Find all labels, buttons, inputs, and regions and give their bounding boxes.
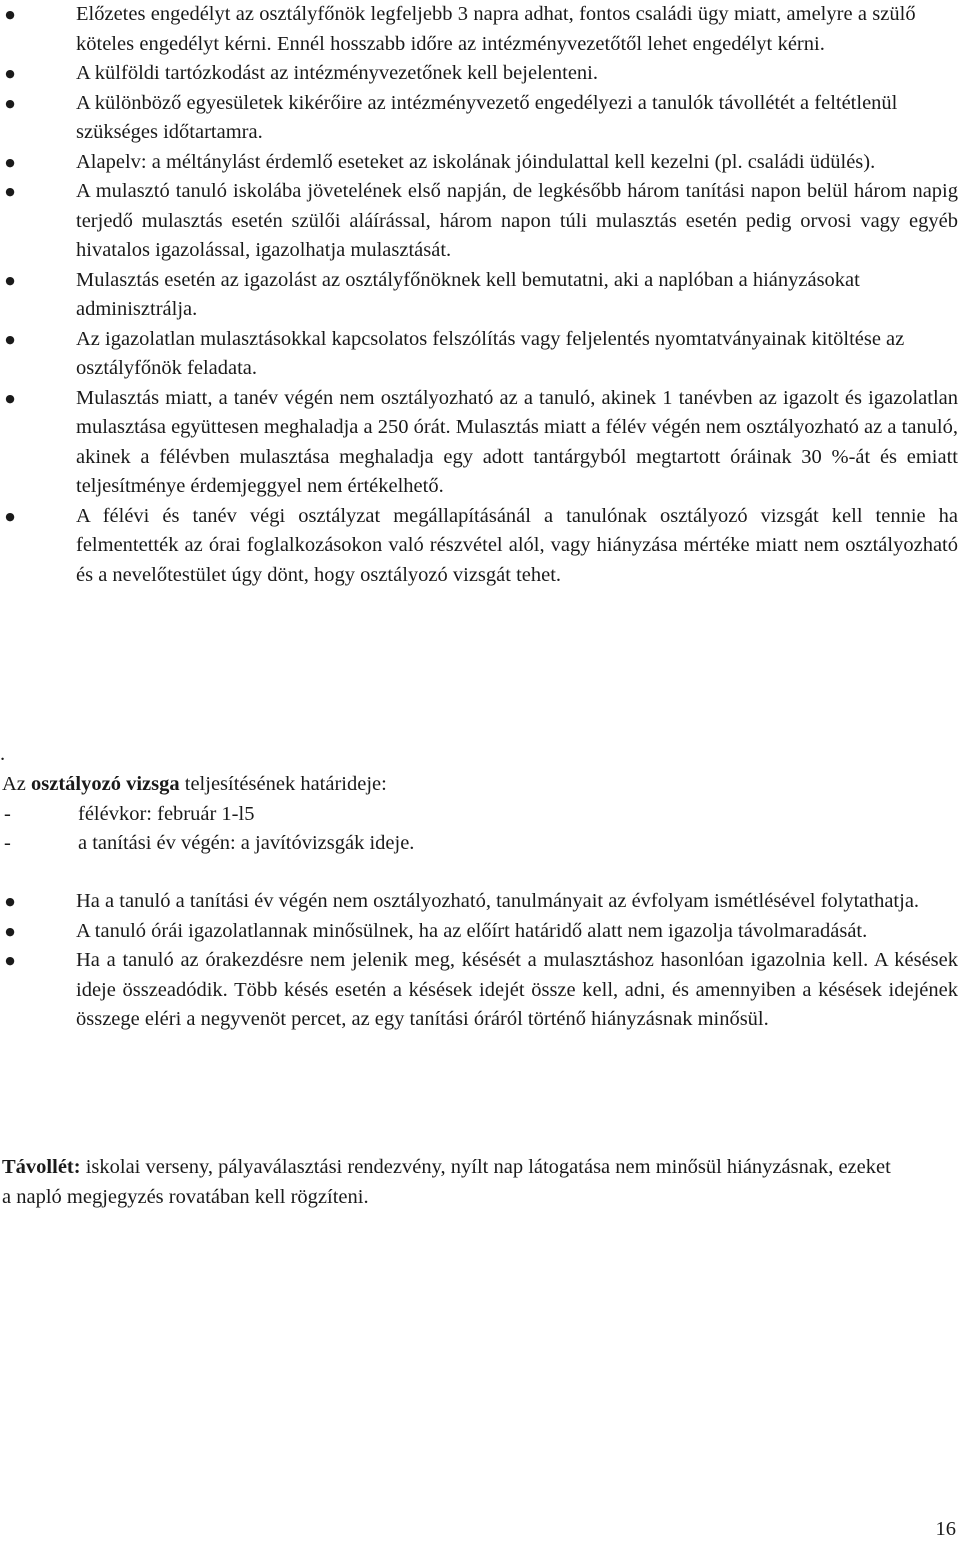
bullet-icon: ● [5, 273, 15, 287]
list-item [0, 59, 958, 89]
list-item-text: Mulasztás miatt, a tanév végén nem osztályozható az a tanuló, akinek 1 tanévben az igazolt és igazolatlan mulasztása együttesen meghaladja a 250 órát. Mulasztás miatt a félév végén nem osztályozható az a tanuló, akinek a félévben mulasztása meghaladja egy adott tantárgyból megtartott óráinak 30 %-át és emiatt teljesítménye érdemjeggyel nem értékelhető. [76, 386, 958, 497]
list-item-text: Ha a tanuló a tanítási év végén nem osztályozható, tanulmányait az évfolyam ismétlésével folytathatja. [76, 890, 920, 912]
list-item-text: A félévi és tanév végi osztályzat megállapításánál a tanulónak osztályozó vizsgát kell tennie ha felmentették az órai foglalkozásokon való részvétel alól, vagy hiányzása mértéke miatt nem osztályozható és a nevelőtestület úgy dönt, hogy osztályozó vizsgát tehet. [76, 504, 958, 586]
list-item [0, 177, 958, 266]
exam-heading-bold: osztályozó vizsga [31, 773, 180, 795]
exam-heading-prefix: Az [2, 773, 32, 795]
dash-item-text: félévkor: február 1-l5 [78, 802, 255, 825]
bullet-icon: ● [5, 8, 15, 21]
bullet-icon: ● [5, 155, 15, 169]
bullet-icon: ● [5, 185, 15, 198]
page-number: 16 [935, 1518, 956, 1540]
absence-paragraph [2, 1153, 902, 1212]
list-item [0, 502, 958, 591]
list-item [0, 325, 958, 384]
list-item-text: Az igazolatlan mulasztásokkal kapcsolatos felszólítás vagy feljelentés nyomtatványainak kitöltése az osztályfőnök feladata. [76, 327, 905, 379]
dash-item-text: a tanítási év végén: a javítóvizsgák ideje. [78, 832, 415, 854]
list-item [0, 887, 958, 917]
dash-list-item [2, 800, 958, 830]
list-item-text: A mulasztó tanuló iskolába jövetelének első napján, de legkésőbb három tanítási napon belül három napig terjedő mulasztás esetén szülői aláírással, három napon túli mulasztás esetén pedig orvosi vagy egyéb hivatalos igazolással, igazolhatja mulasztását. [76, 180, 958, 261]
bullet-icon: ● [5, 954, 15, 967]
list-item-text: A külföldi tartózkodást az intézményvezetőnek kell bejelenteni. [76, 62, 598, 84]
list-item [0, 0, 958, 59]
list-item [0, 148, 958, 178]
list-item-text: Alapelv: a méltánylást érdemlő eseteket az iskolának jóindulattal kell kezelni (pl. családi üdülés). [76, 150, 876, 173]
bullet-icon: ● [5, 67, 15, 80]
list-item [0, 384, 958, 502]
exam-heading-suffix: teljesítésének határideje: [179, 773, 387, 795]
absence-text: iskolai verseny, pályaválasztási rendezvény, nyílt nap látogatása nem minősül hiányzásnak, ezeket a napló megjegyzés rovatában kell rögzíteni. [2, 1156, 891, 1208]
bullet-icon: ● [5, 332, 15, 346]
dash-marker: - [4, 802, 11, 825]
dash-list-item [2, 829, 958, 859]
exam-deadline-heading [2, 770, 958, 800]
list-item-text: A különböző egyesületek kikérőire az intézményvezető engedélyezi a tanulók távollétét a feltétlenül szükséges időtartamra. [76, 91, 898, 143]
bullet-icon: ● [5, 509, 15, 523]
list-item-text: Mulasztás esetén az igazolást az osztályfőnöknek kell bemutatni, aki a naplóban a hiányzásokat adminisztrálja. [76, 268, 860, 320]
exam-deadline-section [2, 770, 958, 859]
list-item-text: Előzetes engedélyt az osztályfőnök legfeljebb 3 napra adhat, fontos családi ügy miatt, amelyre a szülő köteles engedélyt kérni. Ennél hosszabb időre az intézményvezetőtől lehet engedélyt kérni. [76, 3, 916, 55]
bullet-icon: ● [5, 895, 15, 908]
list-item-text: A tanuló órái igazolatlannak minősülnek, ha az előírt határidő alatt nem igazolja távolmaradását. [76, 919, 868, 942]
list-item [0, 917, 958, 947]
stray-dot: . [0, 743, 6, 765]
bullet-list-attendance-rules [0, 0, 958, 590]
absence-label: Távollét: [2, 1156, 81, 1178]
list-item-text: Ha a tanuló az órakezdésre nem jelenik meg, késését a mulasztáshoz hasonlóan igazolnia kell. A késések ideje összeadódik. Több késés esetén a késések idejét össze kell, adni, és amennyiben a késések idejének összege eléri a negyvenöt percet, az egy tanítási óráról történő hiányzásnak minősül. [76, 949, 958, 1030]
bullet-icon: ● [5, 924, 15, 938]
bullet-list-absence-rules [0, 887, 958, 1035]
bullet-icon: ● [5, 391, 15, 405]
list-item [0, 266, 958, 325]
bullet-icon: ● [5, 96, 15, 110]
list-item [0, 946, 958, 1035]
dash-marker: - [4, 832, 11, 854]
list-item [0, 89, 958, 148]
